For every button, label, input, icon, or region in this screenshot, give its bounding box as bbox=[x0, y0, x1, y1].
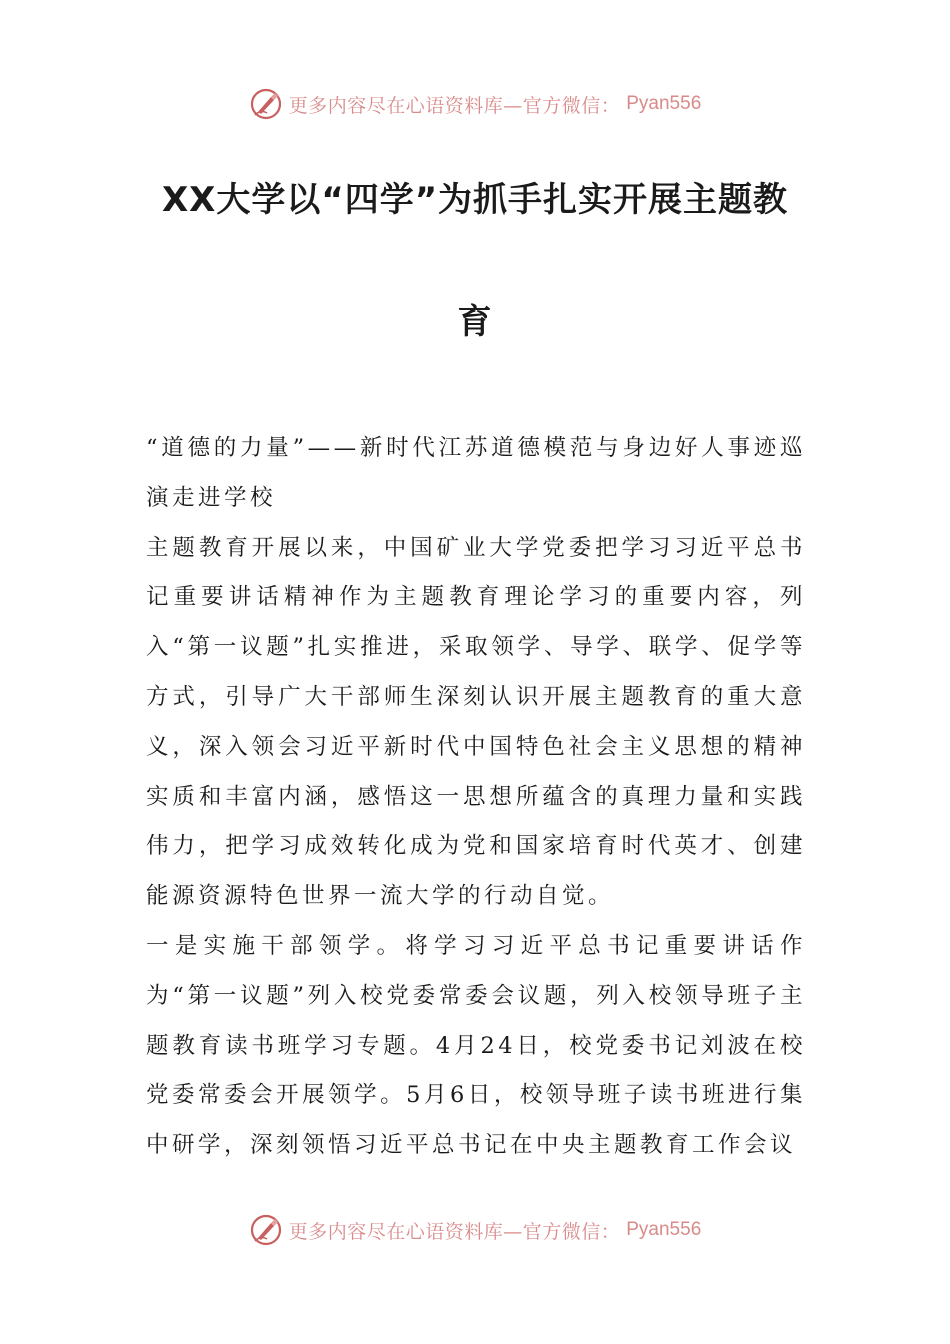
paragraph-subtitle: “道德的力量”——新时代江苏道德模范与身边好人事迹巡演走进学校 bbox=[146, 435, 806, 511]
paragraph-intro: 主题教育开展以来，中国矿业大学党委把学习习近平总书记重要讲话精神作为主题教育理论学习的重要内容，列入“第一议题”扎实推进，采取领学、导学、联学、促学等方式，引导广大干部师生深刻认识开展主题教育的重大意义，深入领会习近平新时代中国特色社会主义思想的精神实质和丰富内涵，感悟这一思想所蕴含的真理力量和实践伟力，把学习成效转化成为党和国家培育时代英才、创建能源资源特色世界一流大学的行动自觉。 bbox=[146, 534, 806, 910]
document-body bbox=[146, 424, 806, 1171]
paragraph-point-one: 一是实施干部领学。将学习习近平总书记重要讲话作为“第一议题”列入校党委常委会议题，列入校领导班子主题教育读书班学习专题。4月24日，校党委书记刘波在校党委常委会开展领学。5月6日，校领导班子读书班进行集中研学，深刻领悟习近平总书记在中央主题教育工作会议 bbox=[146, 932, 806, 1159]
watermark-footer bbox=[0, 1210, 950, 1250]
watermark-header bbox=[0, 84, 950, 124]
watermark-text: 更多内容尽在心语资料库—官方微信： bbox=[288, 1220, 621, 1243]
watermark-wechat-id: Pyan556 bbox=[626, 93, 702, 114]
watermark-wechat-id: Pyan556 bbox=[626, 1219, 702, 1240]
title-line-1: XX大学以“四学”为抓手扎实开展主题教 bbox=[161, 180, 789, 220]
watermark-text: 更多内容尽在心语资料库—官方微信： bbox=[288, 94, 621, 117]
title-line-2: 育 bbox=[457, 302, 493, 342]
pen-logo-icon bbox=[249, 87, 283, 121]
pen-logo-icon bbox=[249, 1213, 283, 1247]
